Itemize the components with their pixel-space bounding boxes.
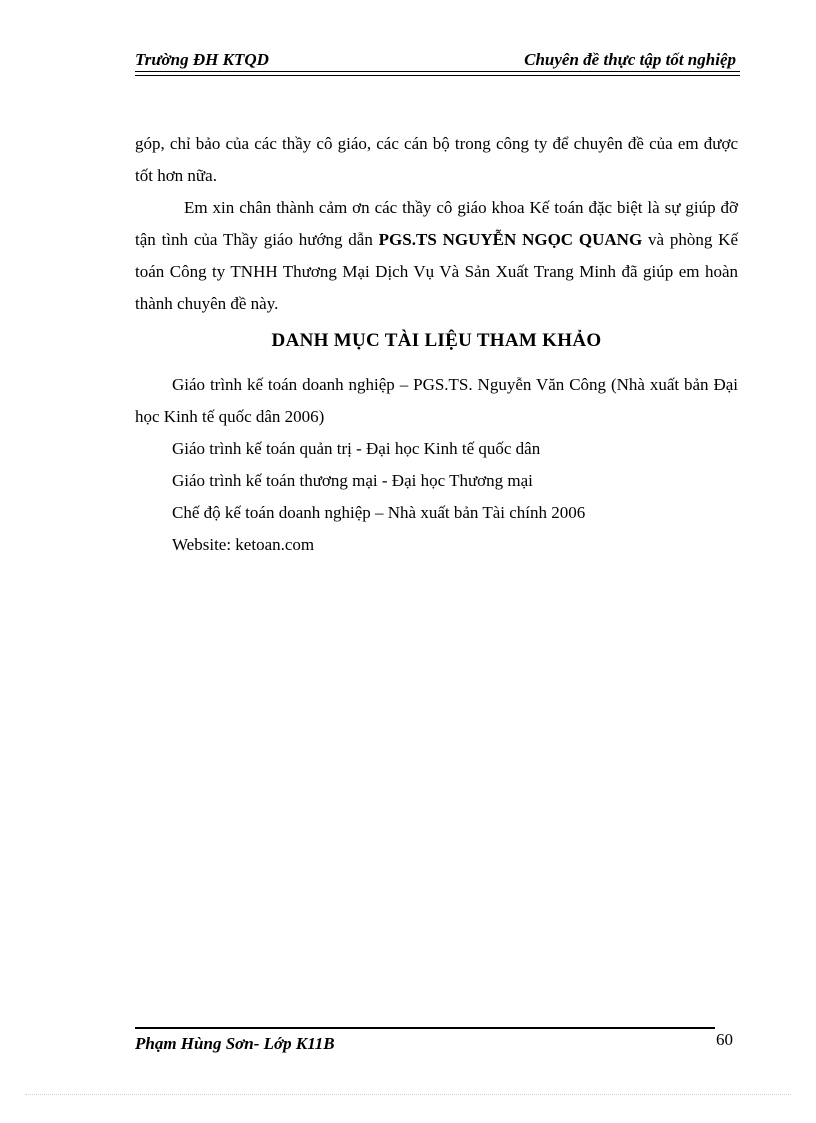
acknowledgement-text-end: và phòng Kế toán Công ty TNHH Thương Mại Dịch Vụ Và Sản Xuất Trang Minh đã giúp em hoàn thành chuyên đề này. (135, 230, 739, 313)
page-number: 60 (716, 1030, 733, 1049)
references-title: DANH MỤC TÀI LIỆU THAM KHẢO (271, 330, 602, 351)
header-divider (135, 71, 740, 72)
reference-item: Giáo trình kế toán quản trị - Đại học Kinh tế quốc dân (172, 439, 541, 458)
header-school: Trường ĐH KTQD (135, 50, 269, 69)
paragraph-continuation: góp, chỉ bảo của các thầy cô giáo, các cán bộ trong công ty để chuyên đề của em được tốt hơn nữa. (135, 134, 738, 185)
reference-item: Website: ketoan.com (172, 535, 315, 554)
footer-author: Phạm Hùng Sơn- Lớp K11B (135, 1034, 335, 1053)
reference-item: Chế độ kế toán doanh nghiệp – Nhà xuất bản Tài chính 2006 (172, 503, 586, 522)
header-divider-secondary (135, 75, 740, 76)
reference-item: Giáo trình kế toán doanh nghiệp – PGS.TS. Nguyễn Văn Công (Nhà xuất bản Đại học Kinh tế quốc dân 2006) (135, 375, 738, 426)
advisor-name: PGS.TS NGUYỄN NGỌC QUANG (378, 230, 643, 249)
footer-divider (135, 1027, 715, 1029)
page-bottom-border (25, 1094, 791, 1095)
acknowledgement-text-start: Em xin chân thành cảm ơn các thầy cô giáo khoa Kế toán đặc biệt là sự giúp đỡ tận tình của Thầy giáo hướng dẫn (135, 198, 738, 249)
reference-item: Giáo trình kế toán thương mại - Đại học Thương mại (172, 471, 533, 490)
body-content (135, 128, 738, 561)
header-report-title: Chuyên đề thực tập tốt nghiệp (524, 50, 736, 69)
page-header (135, 48, 740, 72)
paragraph-acknowledgement (135, 192, 738, 320)
